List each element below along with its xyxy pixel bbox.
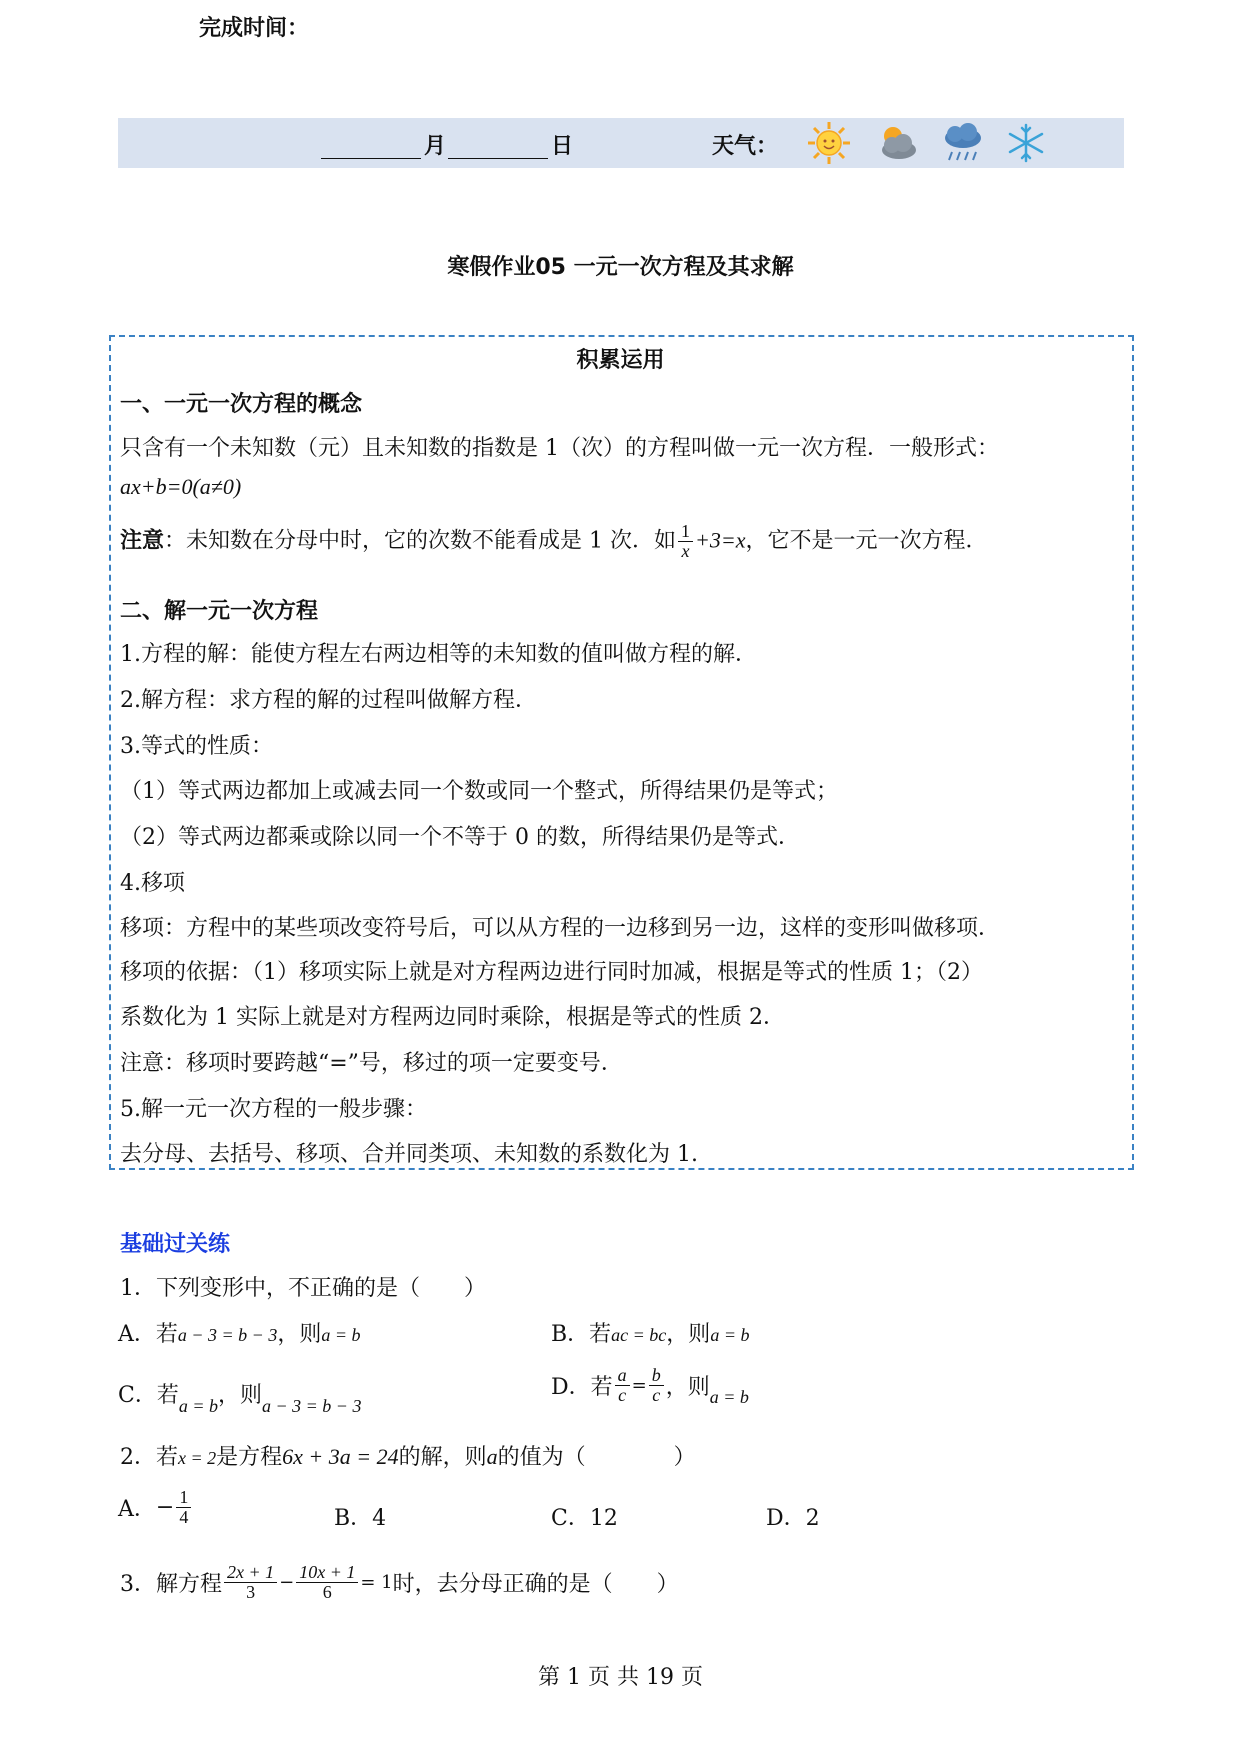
q1-a-label: A．若 (118, 1322, 178, 1347)
s2-line12: 去分母、去括号、移项、合并同类项、未知数的系数化为 1. (120, 1142, 698, 1167)
q1-b-res: a = b (710, 1325, 750, 1345)
q2-option-d[interactable]: D．2 (766, 1506, 820, 1531)
month-label: 月 (424, 134, 447, 159)
q2-stem-c: 的解，则 (398, 1445, 487, 1470)
q1-d-then: ，则 (665, 1374, 710, 1400)
box-heading: 积累运用 (576, 348, 665, 373)
q3-stem-a: 3．解方程 (120, 1571, 222, 1597)
q1-option-a[interactable] (118, 1317, 361, 1348)
q1-d-frac1 (615, 1366, 630, 1405)
q3-minus: − (279, 1571, 295, 1593)
q3-frac2 (296, 1563, 358, 1602)
q1-d-num1: a (615, 1366, 630, 1386)
q1-c-res: a − 3 = b − 3 (262, 1396, 362, 1416)
q1-d-eq: = (631, 1374, 647, 1396)
sun-icon (806, 120, 852, 166)
cloudy-icon (873, 120, 919, 166)
q1-d-frac2 (649, 1366, 664, 1405)
s2-line5: （2）等式两边都乘或除以同一个不等于 0 的数，所得结果仍是等式． (120, 825, 800, 850)
q2-a-sign: − (155, 1494, 175, 1520)
completion-time-label: 完成时间： (199, 16, 310, 41)
q1-c-cond: a = b (178, 1396, 218, 1416)
note-line (120, 522, 988, 561)
q2-option-c[interactable]: C．12 (551, 1506, 618, 1531)
q2-a-label: A． (118, 1496, 156, 1522)
q3-f2-num: 10x + 1 (296, 1563, 358, 1583)
q1-d-den2: c (652, 1384, 661, 1405)
q2-cond: x = 2 (178, 1448, 217, 1468)
q1-d-num2: b (649, 1366, 664, 1386)
q2-stem-b: 是方程 (216, 1445, 283, 1470)
q1-d-res: a = b (709, 1387, 749, 1408)
q1-d-den1: c (618, 1384, 627, 1405)
s2-line2: 2.解方程：求方程的解的过程叫做解方程． (120, 688, 537, 713)
practice-heading: 基础过关练 (120, 1232, 231, 1257)
s1-formula: ax+b=0(a≠0) (120, 474, 242, 499)
q1-c-then: ，则 (218, 1383, 263, 1408)
section2-title: 二、解一元一次方程 (120, 599, 319, 624)
note-eq: +3=x (695, 527, 746, 553)
q2-a-num: 1 (176, 1488, 191, 1508)
rain-icon (940, 120, 986, 166)
s2-line3: 3.等式的性质： (120, 734, 273, 759)
q3-stem-b: 时，去分母正确的是（ ） (392, 1571, 679, 1597)
weather-label: 天气： (712, 134, 779, 159)
q3-frac1 (224, 1563, 277, 1602)
note-text: ：未知数在分母中时，它的次数不能看成是 1 次．如 (164, 528, 677, 554)
section1-title: 一、一元一次方程的概念 (120, 392, 363, 417)
q1-b-cond: ac = bc (611, 1325, 667, 1345)
note-frac-num: 1 (678, 522, 693, 542)
s2-line10: 注意：移项时要跨越“=”号，移过的项一定要变号． (120, 1051, 623, 1076)
day-blank (448, 158, 548, 159)
day-label: 日 (551, 134, 574, 159)
q1-b-then: ，则 (666, 1322, 711, 1347)
q1-option-b[interactable] (551, 1317, 749, 1348)
q3-f1-num: 2x + 1 (224, 1563, 277, 1583)
s2-line6: 4.移项 (120, 871, 185, 896)
q2-a-frac (176, 1488, 191, 1527)
q1-a-cond: a − 3 = b − 3 (177, 1325, 278, 1345)
s2-line8: 移项的依据：（1）移项实际上就是对方程两边进行同时加减，根据是等式的性质 1；（2） (120, 960, 983, 985)
page-footer: 第 1 页 共 19 页 (538, 1665, 703, 1690)
q3-eq-tail: = 1 (360, 1571, 393, 1593)
q2-a-den: 4 (179, 1506, 189, 1527)
q2-option-b[interactable]: B．4 (334, 1506, 387, 1531)
q1-d-label: D．若 (551, 1374, 613, 1400)
s2-line7: 移项：方程中的某些项改变符号后，可以从方程的一边移到另一边，这样的变形叫做移项． (120, 916, 1001, 941)
q1-b-label: B．若 (551, 1322, 612, 1347)
note-tail: ，它不是一元一次方程． (745, 528, 988, 554)
q1-stem: 1．下列变形中，不正确的是（ ） (120, 1276, 486, 1301)
q1-option-d[interactable] (551, 1365, 749, 1408)
snow-icon (1003, 120, 1049, 166)
q2-equation: 6x + 3a = 24 (282, 1444, 399, 1469)
s2-line9: 系数化为 1 实际上就是对方程两边同时乘除，根据是等式的性质 2． (120, 1005, 785, 1030)
q1-option-c[interactable] (118, 1378, 362, 1416)
q2-stem-d: 的值为（ ） (497, 1445, 696, 1470)
note-fraction (678, 522, 693, 561)
q1-a-res: a = b (321, 1325, 361, 1345)
note-label: 注意 (120, 528, 165, 554)
page-title: 寒假作业05 一元一次方程及其求解 (447, 255, 794, 280)
q1-c-label: C．若 (118, 1383, 179, 1408)
q3-f1-den: 3 (246, 1581, 256, 1602)
month-blank (321, 158, 421, 159)
s2-line4: （1）等式两边都加上或减去同一个数或同一个整式，所得结果仍是等式； (120, 779, 838, 804)
s2-line11: 5.解一元一次方程的一般步骤： (120, 1097, 427, 1122)
note-frac-den: x (681, 540, 690, 561)
q2-stem-a: 2．若 (120, 1445, 178, 1470)
q3-f2-den: 6 (322, 1581, 332, 1602)
q3-stem (120, 1563, 679, 1602)
q1-a-then: ，则 (277, 1322, 322, 1347)
q2-stem (120, 1440, 696, 1471)
q2-option-a[interactable] (118, 1488, 193, 1527)
s1-line1: 只含有一个未知数（元）且未知数的指数是 1（次）的方程叫做一元一次方程．一般形式： (120, 436, 999, 461)
s2-line1: 1.方程的解：能使方程左右两边相等的未知数的值叫做方程的解． (120, 642, 757, 667)
q2-var: a (486, 1444, 498, 1469)
